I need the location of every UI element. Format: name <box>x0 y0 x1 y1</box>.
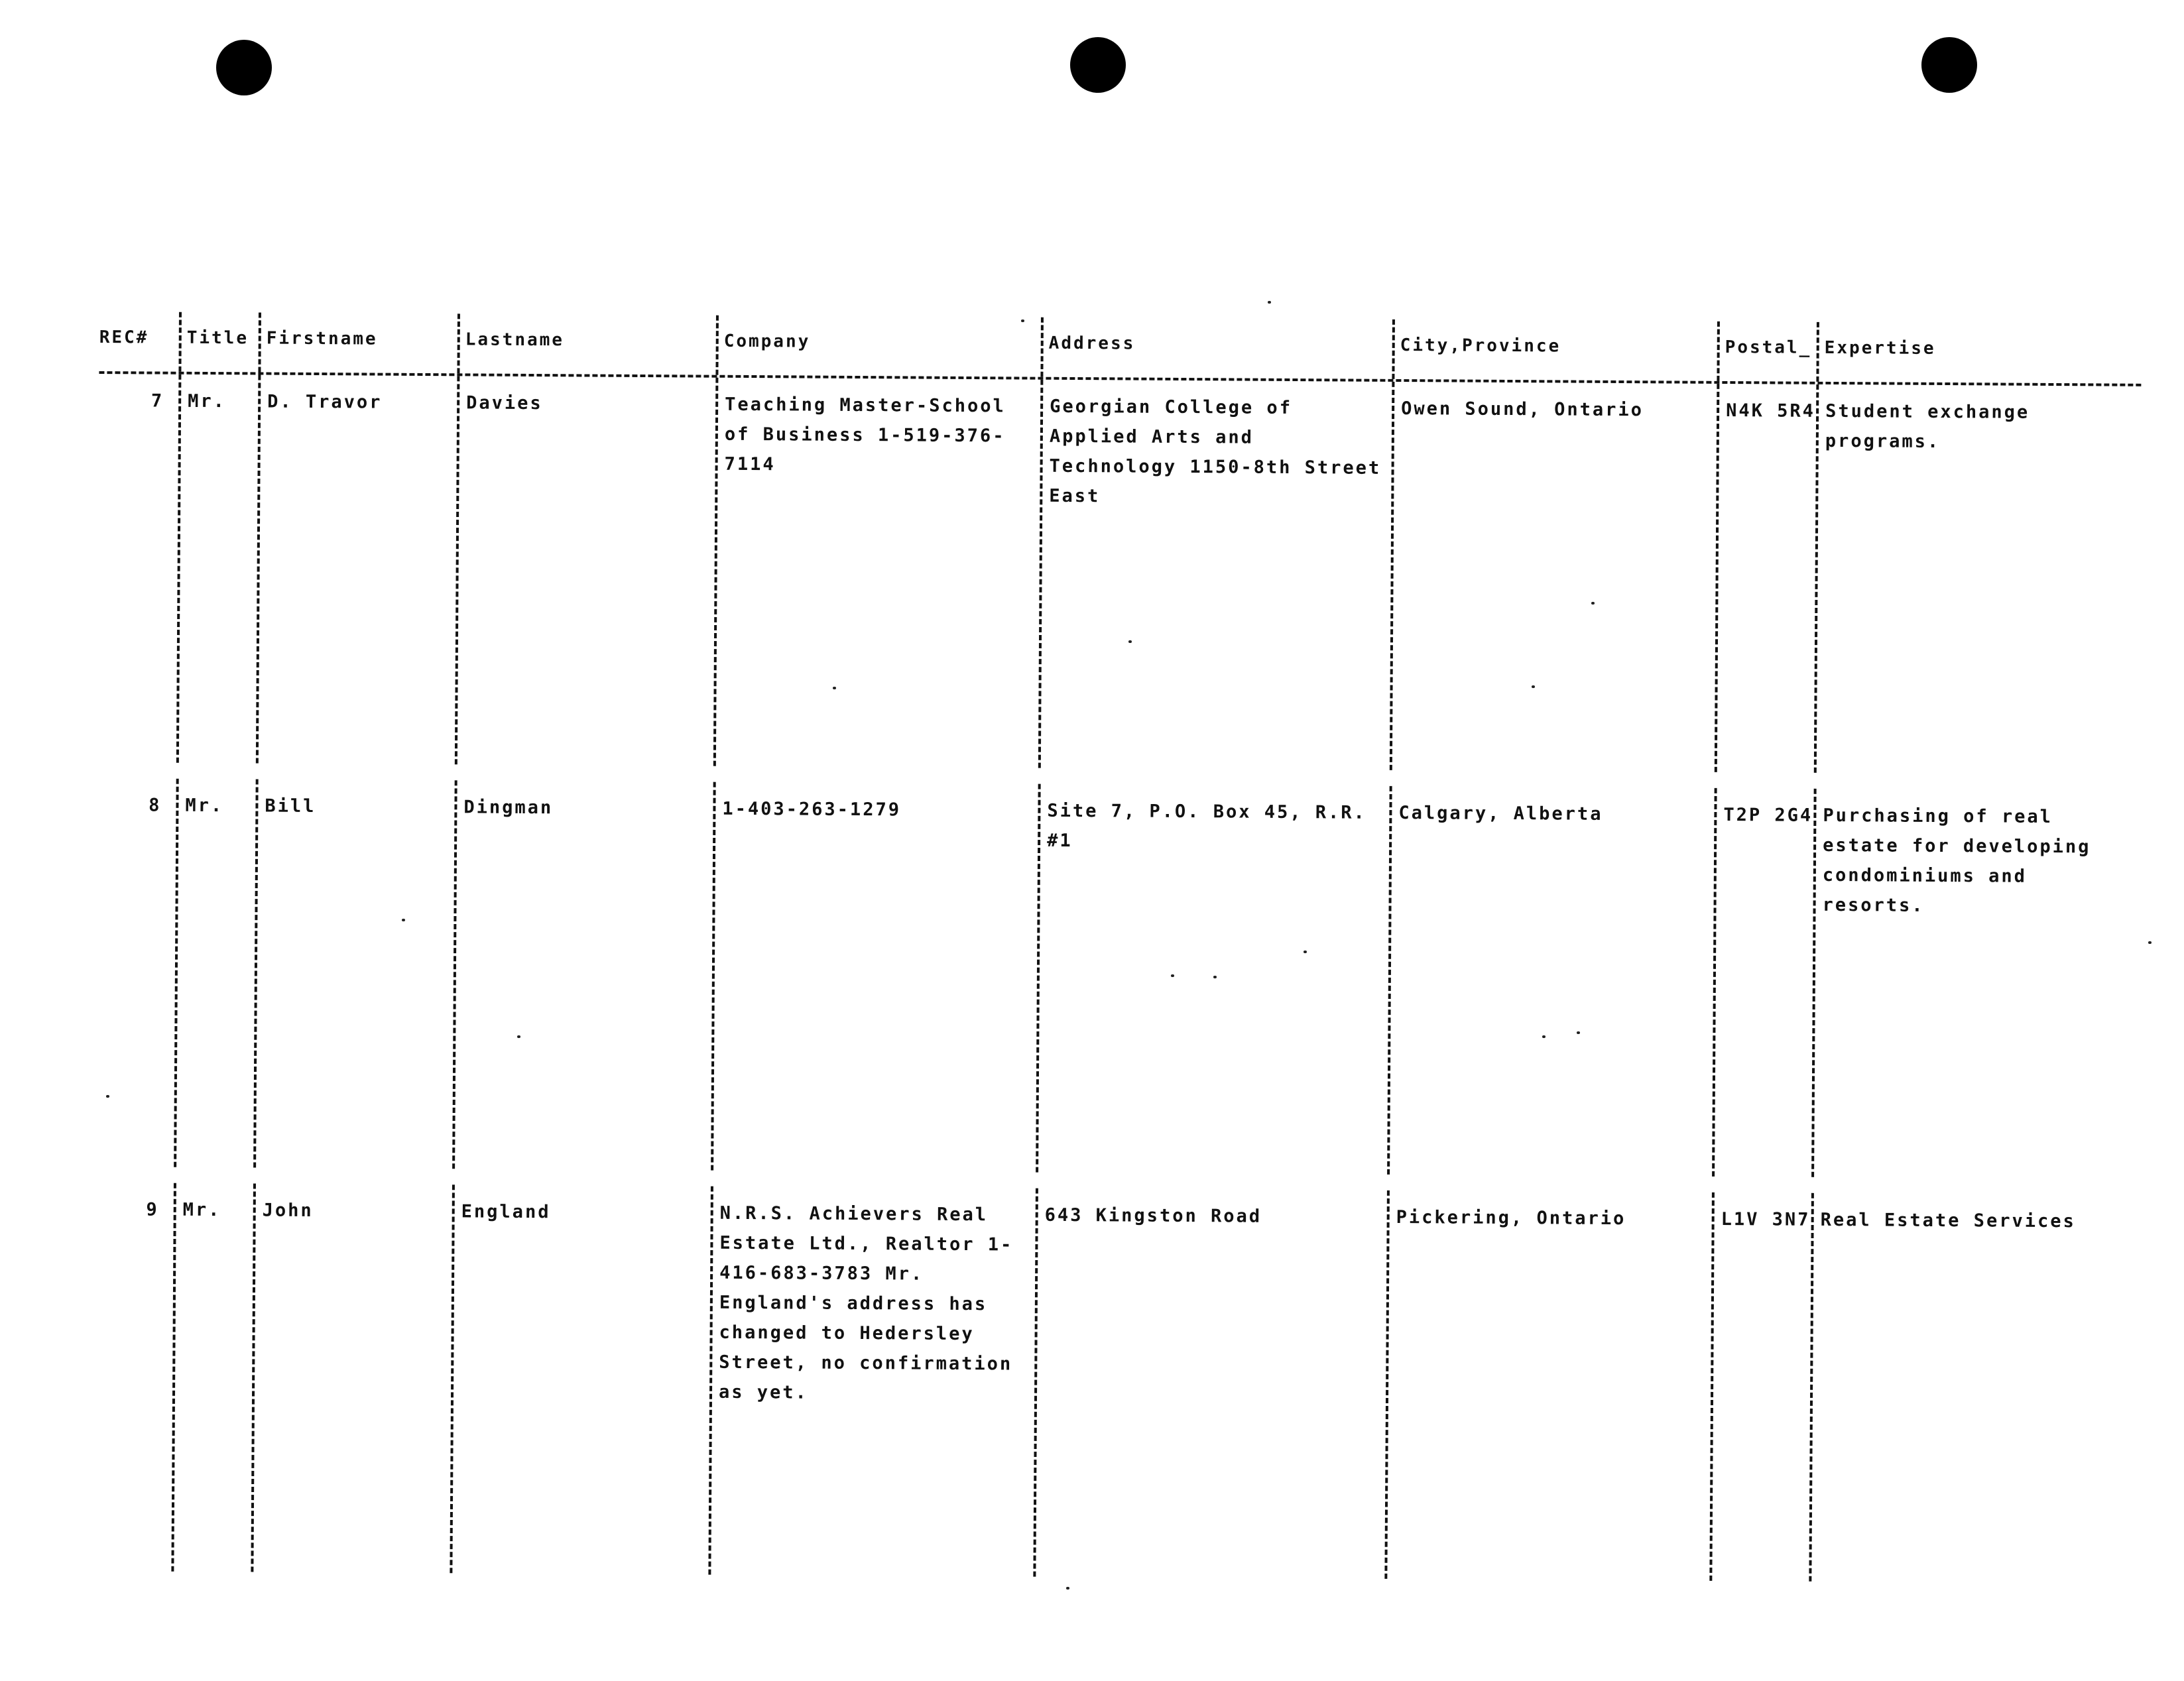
record-title: Mr. <box>174 779 256 1168</box>
scan-speck <box>1542 1035 1546 1038</box>
record-firstname: John <box>251 1183 452 1573</box>
record-title: Mr. <box>171 1183 253 1572</box>
record-lastname: Davies <box>455 376 716 766</box>
record-lastname: England <box>450 1185 711 1574</box>
header-title: Title <box>178 312 259 373</box>
record-firstname: Bill <box>253 779 455 1169</box>
record-row <box>94 778 2139 1195</box>
record-city-province: Calgary, Alberta <box>1387 786 1715 1177</box>
scan-speck <box>2148 941 2152 944</box>
record-lastname: Dingman <box>452 780 713 1170</box>
scan-speck <box>1268 301 1271 304</box>
punch-hole-middle <box>1070 37 1126 93</box>
header-firstname: Firstname <box>258 312 457 373</box>
record-postal: N4K 5R4 <box>1715 384 1817 773</box>
scan-speck <box>402 919 405 921</box>
record-postal: T2P 2G4 <box>1712 788 1814 1177</box>
scan-speck <box>1577 1031 1580 1034</box>
record-firstname: D. Travor <box>256 375 457 764</box>
header-company: Company <box>715 316 1041 377</box>
record-expertise: Student exchange programs. <box>1814 384 2142 775</box>
header-address: Address <box>1040 318 1392 379</box>
scan-speck <box>1128 640 1132 643</box>
scan-speck <box>1591 602 1595 605</box>
record-listing <box>91 312 2142 1599</box>
record-postal: L1V 3N7 <box>1709 1192 1811 1582</box>
scan-speck <box>517 1035 520 1038</box>
header-city-province: City,Province <box>1392 319 1717 381</box>
record-row <box>91 1183 2136 1599</box>
scan-speck <box>1021 319 1024 322</box>
record-company: N.R.S. Achievers Real Estate Ltd., Realtor 1-416-683-3783 Mr. England's address has changed to Hedersley Street, no confirmation as yet. <box>708 1187 1036 1577</box>
punch-hole-left <box>216 40 272 95</box>
scan-speck <box>106 1095 109 1098</box>
scan-speck <box>1213 976 1217 978</box>
scan-speck <box>1171 974 1174 977</box>
record-expertise: Purchasing of real estate for developing condominiums and resorts. <box>1811 789 2139 1179</box>
header-expertise: Expertise <box>1816 322 2142 384</box>
scan-speck <box>1532 685 1535 688</box>
header-lastname: Lastname <box>457 314 716 375</box>
record-address: 643 Kingston Road <box>1033 1188 1387 1579</box>
record-city-province: Pickering, Ontario <box>1384 1190 1712 1581</box>
record-address: Site 7, P.O. Box 45, R.R. #1 <box>1036 784 1390 1175</box>
scan-speck <box>1066 1587 1069 1590</box>
scan-speck <box>833 687 836 689</box>
scan-speck <box>1304 951 1307 953</box>
record-row <box>97 374 2142 791</box>
record-number: 8 <box>149 795 162 816</box>
header-postal: Postal_ <box>1717 321 1817 382</box>
record-company: 1-403-263-1279 <box>711 782 1038 1173</box>
header-rec: REC# <box>99 327 149 348</box>
punch-hole-right <box>1921 37 1977 93</box>
record-expertise: Real Estate Services <box>1809 1193 2136 1584</box>
record-number: 7 <box>151 390 164 412</box>
record-company: Teaching Master-School of Business 1-519-376-7114 <box>713 378 1041 768</box>
record-number: 9 <box>146 1199 159 1220</box>
record-title: Mr. <box>176 375 259 764</box>
record-address: Georgian College of Applied Arts and Technology 1150-8th Street East <box>1038 380 1392 770</box>
record-city-province: Owen Sound, Ontario <box>1390 382 1717 772</box>
